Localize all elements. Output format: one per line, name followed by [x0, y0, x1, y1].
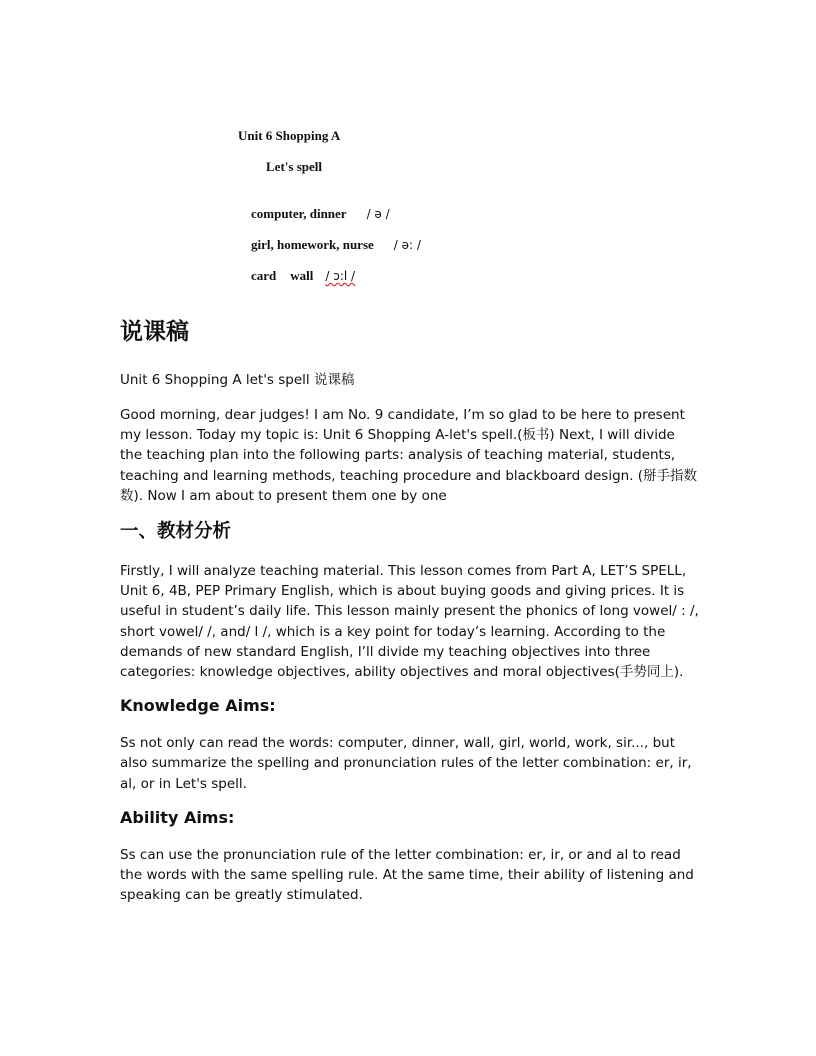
board-row-al-word2: wall: [290, 268, 314, 283]
board-row-er-phonetic: / ə /: [366, 207, 390, 221]
section-teaching-material-title: 一、教材分析: [120, 521, 232, 543]
intro-paragraph: Good morning, dear judges! I am No. 9 candidate, I’m so glad to be here to present my lesson. Today my topic is: Unit 6 Shopping A-let's spell.(板书) Next, I will divide the teaching plan into the following parts: analysis of teaching material, students, teaching and learning methods, teaching procedure and blackboard design. (掰手指数数). Now I am about to present them one by one: [120, 407, 698, 504]
page-title: 说课稿: [120, 319, 189, 345]
board-row-ir-phonetic: / ə: /: [393, 238, 421, 252]
document-body: [120, 316, 700, 918]
board-row-al: [238, 252, 355, 300]
board-row-al-phonetic: / ɔ:l /: [325, 269, 356, 283]
knowledge-aims-text: Ss not only can read the words: computer, dinner, wall, girl, world, work, sir..., but also summarize the spelling and pronunciation rules of the letter combination: er, ir, al, or in Let's spell.: [120, 735, 692, 792]
document-subtitle: Unit 6 Shopping A let's spell 说课稿: [120, 372, 355, 388]
board-row-al-word1: card: [251, 268, 277, 283]
ability-aims-title: Ability Aims:: [120, 807, 235, 827]
board-row-ir-words: girl, homework, nurse: [251, 237, 374, 252]
board-title: Unit 6 Shopping A: [238, 128, 341, 143]
knowledge-aims-title: Knowledge Aims:: [120, 696, 276, 716]
board-row-er-words: computer, dinner: [251, 206, 347, 221]
board-subtitle: Let's spell: [266, 159, 322, 174]
section-teaching-material-text: Firstly, I will analyze teaching material. This lesson comes from Part A, LET’S SPELL, Unit 6, 4B, PEP Primary English, which is about buying goods and giving prices. It is useful in student’s daily life. This lesson mainly present the phonics of long vowel/ : /, short vowel/ /, and/ l /, which is a key point for today’s learning. According to the demands of new standard English, I’ll divide my teaching objectives into three categories: knowledge objectives, ability objectives and moral objectives(手势同上).: [120, 563, 699, 681]
ability-aims-text: Ss can use the pronunciation rule of the letter combination: er, ir, or and al to read the words with the same spelling rule. At the same time, their ability of listening and speaking can be greatly stimulated.: [120, 846, 694, 904]
